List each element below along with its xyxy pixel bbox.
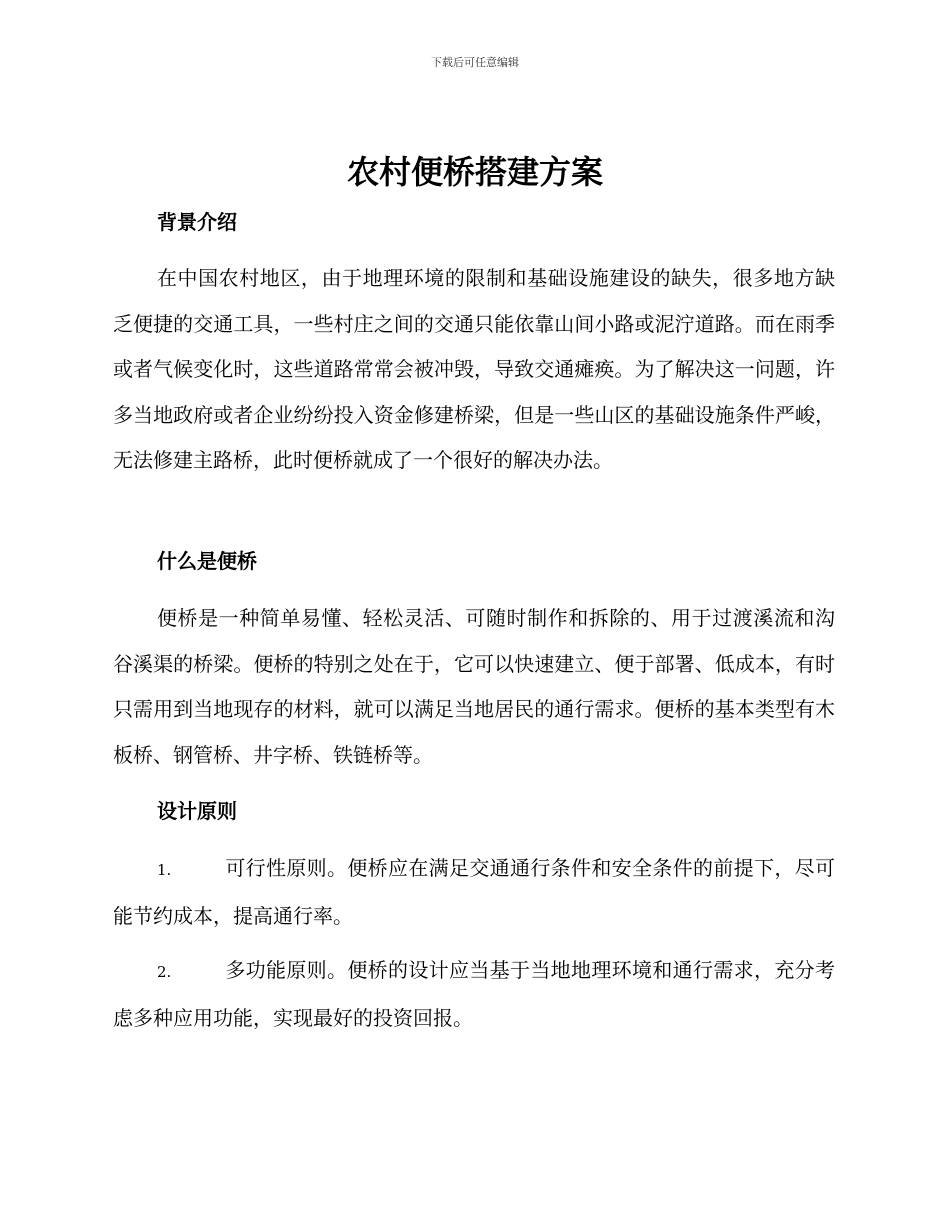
list-item-text: 可行性原则。便桥应在满足交通通行条件和安全条件的前提下，尽可能节约成本，提高通行率。 xyxy=(113,856,835,928)
list-item-number: 1. xyxy=(157,861,172,879)
section-heading-what-is-bridge: 什么是便桥 xyxy=(157,549,257,573)
paragraph-what-is-bridge: 便桥是一种简单易懂、轻松灵活、可随时制作和拆除的、用于过渡溪流和沟谷溪渠的桥梁。便桥的特别之处在于，它可以快速建立、便于部署、低成本，有时只需用到当地现存的材料，就可以满足当地居民的通行需求。便桥的基本类型有木板桥、钢管桥、井字桥、铁链桥等。 xyxy=(113,606,835,767)
list-item xyxy=(113,948,835,1041)
page-header-note: 下载后可任意编辑 xyxy=(431,56,519,69)
paragraph-background: 在中国农村地区，由于地理环境的限制和基础设施建设的缺失，很多地方缺乏便捷的交通工具，一些村庄之间的交通只能依靠山间小路或泥泞道路。而在雨季或者气候变化时，这些道路常常会被冲毁，导致交通瘫痪。为了解决这一问题，许多当地政府或者企业纷纷投入资金修建桥梁，但是一些山区的基础设施条件严峻，无法修建主路桥，此时便桥就成了一个很好的解决办法。 xyxy=(113,266,835,472)
section-heading-design-principles: 设计原则 xyxy=(157,799,237,823)
list-item xyxy=(113,846,835,939)
section-heading-background: 背景介绍 xyxy=(157,210,237,234)
list-item-text: 多功能原则。便桥的设计应当基于当地地理环境和通行需求，充分考虑多种应用功能，实现最好的投资回报。 xyxy=(113,958,835,1030)
list-item-number: 2. xyxy=(157,963,172,981)
document-title: 农村便桥搭建方案 xyxy=(346,153,603,191)
